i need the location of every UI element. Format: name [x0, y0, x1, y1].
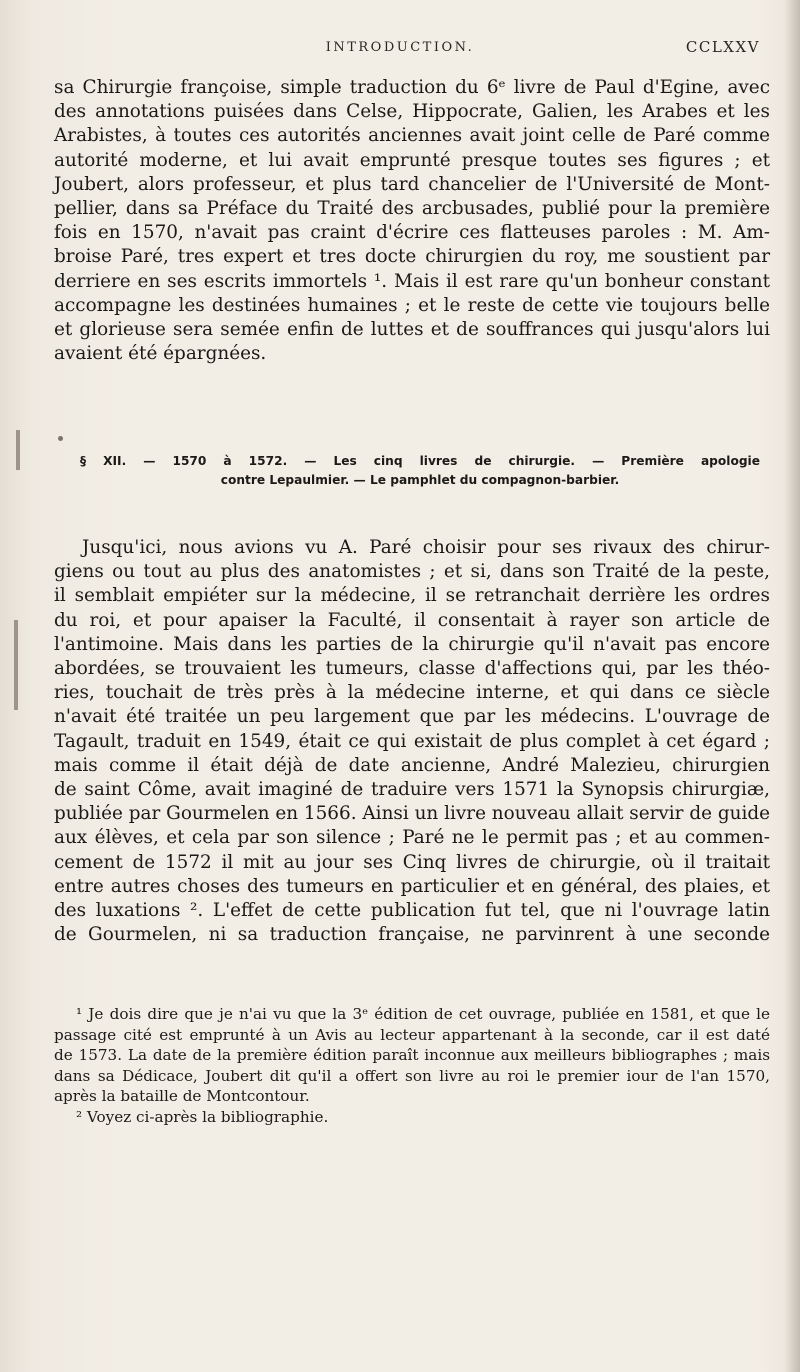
text-line: Joubert, alors professeur, et plus tard chancelier de l'Université de Mont-: [54, 173, 770, 195]
footnote-line: dans sa Dédicace, Joubert dit qu'il a offert son livre au roi le premier iour de l'an 1570,: [54, 1066, 770, 1085]
footnote-line: de 1573. La date de la première édition paraît inconnue aux meilleurs bibliographes ; mais: [54, 1046, 770, 1065]
paragraph-continuation: [54, 76, 770, 366]
text-line: derriere en ses escrits immortels ¹. Mais il est rare qu'un bonheur constant: [54, 270, 770, 292]
text-line: du roi, et pour apaiser la Faculté, il consentait à rayer son article de: [54, 609, 770, 631]
text-line: accompagne les destinées humaines ; et le reste de cette vie toujours belle: [54, 294, 770, 316]
text-line: des annotations puisées dans Celse, Hippocrate, Galien, les Arabes et les: [54, 101, 770, 123]
footnote-line: ¹ Je dois dire que je n'ai vu que la 3ᵉ édition de cet ouvrage, publiée en 1581, et que le: [76, 1005, 770, 1023]
text-line: fois en 1570, n'avait pas craint d'écrire ces flatteuses paroles : M. Am-: [54, 222, 770, 244]
text-line: publiée par Gourmelen en 1566. Ainsi un livre nouveau allait servir de guide: [54, 803, 770, 825]
text-line: et glorieuse sera semée enfin de luttes et de souffrances qui jusqu'alors lui: [54, 319, 770, 341]
text-line: pellier, dans sa Préface du Traité des arcbusades, publié pour la première: [54, 198, 770, 220]
text-line: sa Chirurgie françoise, simple traduction du 6ᵉ livre de Paul d'Egine, avec: [54, 77, 770, 98]
text-line: Arabistes, à toutes ces autorités anciennes avait joint celle de Paré comme: [54, 125, 770, 147]
text-line: abordées, se trouvaient les tumeurs, classe d'affections qui, par les théo-: [54, 658, 770, 680]
margin-smudge: [16, 430, 20, 470]
text-line: aux élèves, et cela par son silence ; Paré ne le permit pas ; et au commen-: [54, 827, 770, 849]
text-line: de Gourmelen, ni sa traduction française, ne parvinrent à une seconde: [54, 924, 770, 946]
footnote-line: passage cité est emprunté à un Avis au lecteur appartenant à la seconde, car il est daté: [54, 1025, 770, 1044]
margin-smudge: [14, 620, 18, 710]
page-edge-shadow: [784, 0, 800, 1372]
text-line: Jusqu'ici, nous avions vu A. Paré choisir pour ses rivaux des chirur-: [82, 537, 770, 558]
text-line: des luxations ². L'effet de cette publication fut tel, que ni l'ouvrage latin: [54, 900, 770, 922]
footnote-line: après la bataille de Montcontour.: [54, 1087, 310, 1106]
page-number: CCLXXV: [685, 38, 760, 56]
running-header: [40, 34, 760, 64]
text-line: il semblait empiéter sur la médecine, il se retranchait derrière les ordres: [54, 585, 770, 607]
ink-speck: [58, 436, 63, 441]
section-heading: [80, 452, 760, 490]
text-line: broise Paré, tres expert et tres docte chirurgien du roy, me soustient par: [54, 246, 770, 268]
text-line: ries, touchait de très près à la médecine interne, et qui dans ce siècle: [54, 682, 770, 704]
text-line: cement de 1572 il mit au jour ses Cinq livres de chirurgie, où il traitait: [54, 851, 770, 873]
section-heading-line: § XII. — 1570 à 1572. — Les cinq livres de chirurgie. — Première apologie: [80, 454, 760, 468]
running-title: INTRODUCTION.: [325, 40, 475, 55]
text-line: autorité moderne, et lui avait emprunté presque toutes ses figures ; et: [54, 149, 770, 171]
text-line: n'avait été traitée un peu largement que par les médecins. L'ouvrage de: [54, 706, 770, 728]
text-line: de saint Côme, avait imaginé de traduire vers 1571 la Synopsis chirurgiæ,: [54, 779, 770, 801]
text-line: avaient été épargnées.: [54, 343, 267, 365]
text-line: Tagault, traduit en 1549, était ce qui existait de plus complet à cet égard ;: [54, 730, 770, 752]
footnotes: [54, 1004, 770, 1128]
text-line: mais comme il était déjà de date ancienne, André Malezieu, chirurgien: [54, 754, 770, 776]
text-line: entre autres choses des tumeurs en particulier et en général, des plaies, et: [54, 875, 770, 897]
text-line: giens ou tout au plus des anatomistes ; et si, dans son Traité de la peste,: [54, 561, 770, 583]
text-line: l'antimoine. Mais dans les parties de la chirurgie qu'il n'avait pas encore: [54, 633, 770, 655]
paragraph-main: [54, 536, 770, 947]
footnote-line: ² Voyez ci-après la bibliographie.: [76, 1107, 329, 1126]
section-heading-line: contre Lepaulmier. — Le pamphlet du compagnon-barbier.: [220, 473, 620, 487]
